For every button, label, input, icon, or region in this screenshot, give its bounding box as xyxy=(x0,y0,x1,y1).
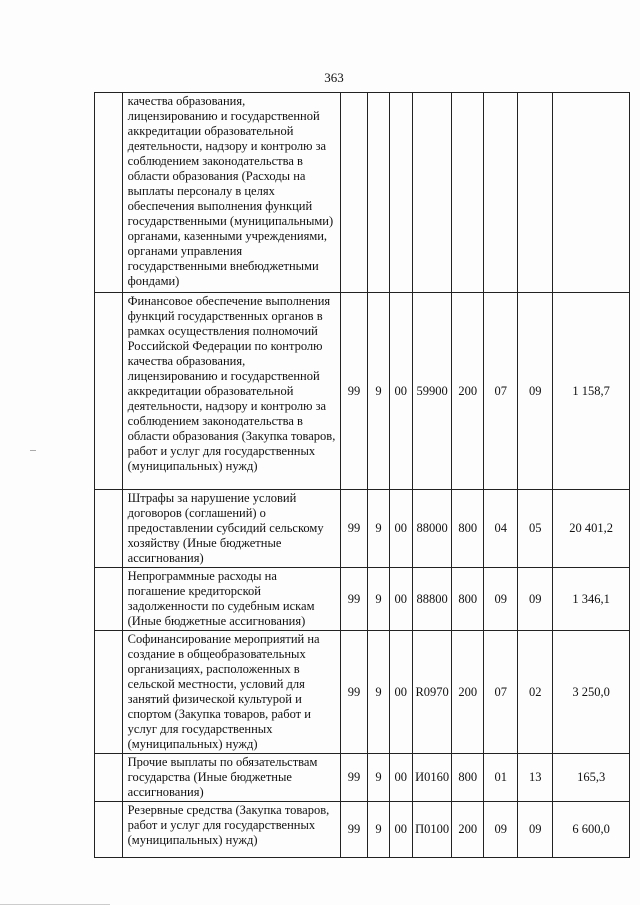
direction-code-cell: П0100 xyxy=(412,802,451,858)
subsection-cell xyxy=(518,93,553,293)
row-number-cell xyxy=(95,490,123,568)
group-code-cell xyxy=(389,93,412,293)
row-number-cell xyxy=(95,631,123,754)
expense-name-cell: Прочие выплаты по обязательствам государства (Иные бюджетные ассигнования) xyxy=(122,754,340,802)
expense-name-cell: Финансовое обеспечение выполнения функций государственных органов в рамках осуществления полномочий Российской Федерации по контролю качества образования, лицензированию и государственной аккредитации образовательной деятельности, надзору и контролю за соблюдением законодательства в области образования (Закупка товаров, работ и услуг для государственных (муниципальных) нужд) xyxy=(122,293,340,490)
subprogram-code-cell xyxy=(368,93,389,293)
sum-cell: 1 158,7 xyxy=(553,293,630,490)
direction-code-cell xyxy=(412,93,451,293)
subsection-cell: 13 xyxy=(518,754,553,802)
section-cell: 07 xyxy=(484,631,518,754)
table-row xyxy=(95,568,630,631)
expense-type-cell: 800 xyxy=(452,754,484,802)
row-number-cell xyxy=(95,93,123,293)
subprogram-code-cell: 9 xyxy=(368,568,389,631)
program-code-cell: 99 xyxy=(340,568,368,631)
table-row xyxy=(95,802,630,858)
sum-cell: 6 600,0 xyxy=(553,802,630,858)
page-number: 363 xyxy=(324,70,344,85)
section-cell: 04 xyxy=(484,490,518,568)
sum-cell: 1 346,1 xyxy=(553,568,630,631)
row-number-cell xyxy=(95,802,123,858)
program-code-cell: 99 xyxy=(340,802,368,858)
sum-cell: 20 401,2 xyxy=(553,490,630,568)
expense-name-cell: Резервные средства (Закупка товаров, работ и услуг для государственных (муниципальных) нужд) xyxy=(122,802,340,858)
margin-mark xyxy=(30,450,36,451)
sum-cell xyxy=(553,93,630,293)
subprogram-code-cell: 9 xyxy=(368,490,389,568)
table-row xyxy=(95,93,630,293)
direction-code-cell: И0160 xyxy=(412,754,451,802)
expense-name-cell: Штрафы за нарушение условий договоров (соглашений) о предоставлении субсидий сельскому хозяйству (Иные бюджетные ассигнования) xyxy=(122,490,340,568)
expense-type-cell xyxy=(452,93,484,293)
expense-type-cell: 800 xyxy=(452,568,484,631)
subsection-cell: 09 xyxy=(518,293,553,490)
direction-code-cell: 59900 xyxy=(412,293,451,490)
budget-table xyxy=(94,92,630,858)
row-number-cell xyxy=(95,568,123,631)
group-code-cell: 00 xyxy=(389,490,412,568)
row-number-cell xyxy=(95,754,123,802)
sum-cell: 165,3 xyxy=(553,754,630,802)
subprogram-code-cell: 9 xyxy=(368,754,389,802)
expense-type-cell: 800 xyxy=(452,490,484,568)
subsection-cell: 05 xyxy=(518,490,553,568)
direction-code-cell: R0970 xyxy=(412,631,451,754)
subprogram-code-cell: 9 xyxy=(368,802,389,858)
program-code-cell: 99 xyxy=(340,293,368,490)
expense-type-cell: 200 xyxy=(452,631,484,754)
subprogram-code-cell: 9 xyxy=(368,293,389,490)
expense-type-cell: 200 xyxy=(452,293,484,490)
program-code-cell: 99 xyxy=(340,490,368,568)
program-code-cell: 99 xyxy=(340,754,368,802)
program-code-cell: 99 xyxy=(340,631,368,754)
section-cell: 01 xyxy=(484,754,518,802)
group-code-cell: 00 xyxy=(389,754,412,802)
section-cell: 09 xyxy=(484,568,518,631)
section-cell: 07 xyxy=(484,293,518,490)
program-code-cell xyxy=(340,93,368,293)
direction-code-cell: 88000 xyxy=(412,490,451,568)
group-code-cell: 00 xyxy=(389,293,412,490)
table-row xyxy=(95,490,630,568)
subsection-cell: 09 xyxy=(518,802,553,858)
row-number-cell xyxy=(95,293,123,490)
expense-name-cell: Софинансирование мероприятий на создание в общеобразовательных организациях, расположенных в сельской местности, условий для занятий физической культурой и спортом (Закупка товаров, работ и услуг для государственных (муниципальных) нужд) xyxy=(122,631,340,754)
subsection-cell: 02 xyxy=(518,631,553,754)
group-code-cell: 00 xyxy=(389,568,412,631)
group-code-cell: 00 xyxy=(389,631,412,754)
section-cell: 09 xyxy=(484,802,518,858)
direction-code-cell: 88800 xyxy=(412,568,451,631)
subprogram-code-cell: 9 xyxy=(368,631,389,754)
group-code-cell: 00 xyxy=(389,802,412,858)
section-cell xyxy=(484,93,518,293)
table-row xyxy=(95,754,630,802)
expense-name-cell: Непрограммные расходы на погашение кредиторской задолженности по судебным искам (Иные бюджетные ассигнования) xyxy=(122,568,340,631)
sum-cell: 3 250,0 xyxy=(553,631,630,754)
expense-type-cell: 200 xyxy=(452,802,484,858)
table-row xyxy=(95,293,630,490)
subsection-cell: 09 xyxy=(518,568,553,631)
expense-name-cell: качества образования, лицензированию и государственной аккредитации образовательной деятельности, надзору и контролю за соблюдением законодательства в области образования (Расходы на выплаты персоналу в целях обеспечения выполнения функций государственными (муниципальными) органами, казенными учреждениями, органами управления государственными внебюджетными фондами) xyxy=(122,93,340,293)
table-row xyxy=(95,631,630,754)
